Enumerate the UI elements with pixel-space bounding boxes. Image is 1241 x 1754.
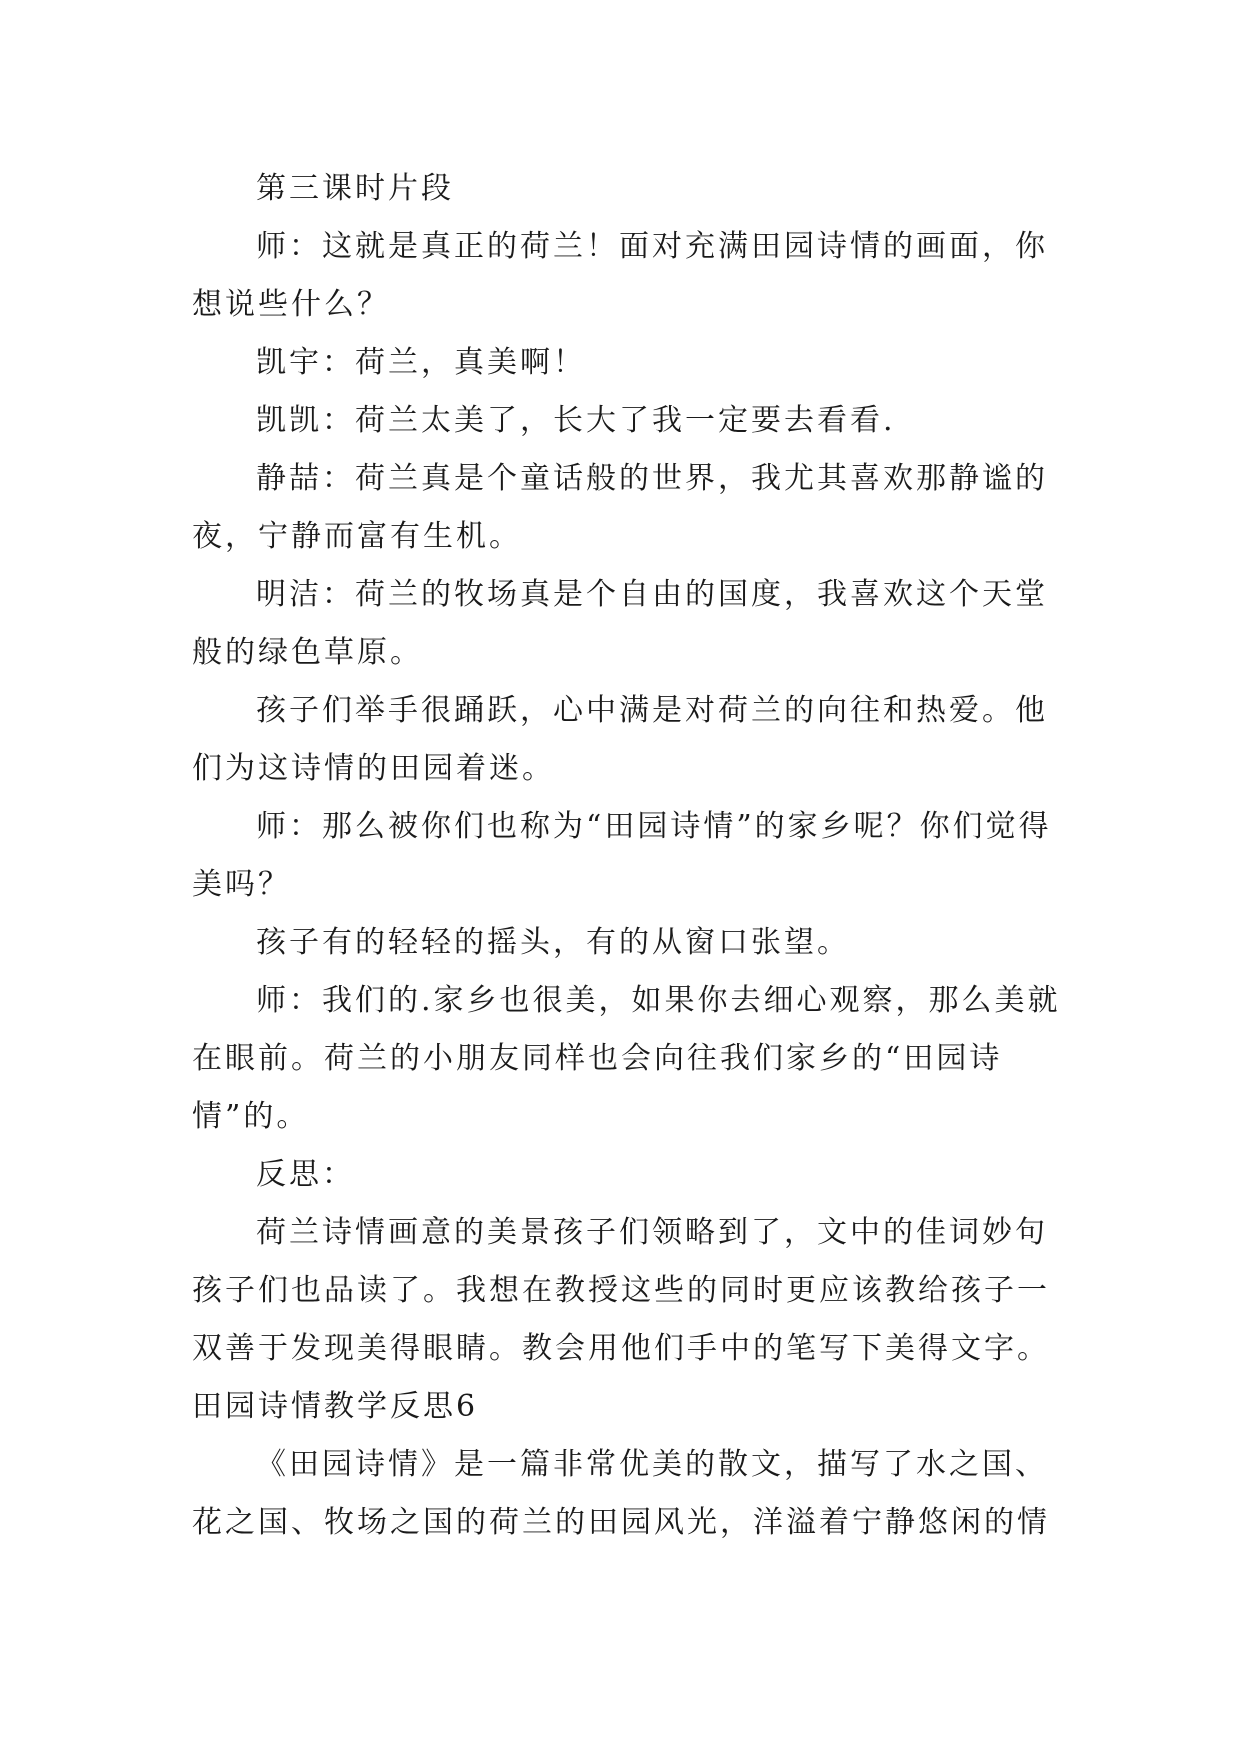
paragraph-reflection-body: 荷兰诗情画意的美景孩子们领略到了，文中的佳词妙句孩子们也品读了。我想在教授这些的同时更应该教给孩子一双善于发现美得眼睛。教会用他们手中的笔写下美得文字。 xyxy=(192,1215,1050,1366)
paragraph-student-jingzhe: 静喆：荷兰真是个童话般的世界，我尤其喜欢那静谧的夜，宁静而富有生机。 xyxy=(192,461,1048,554)
paragraph-reflection-label: 反思： xyxy=(256,1157,355,1192)
paragraph-student-mingjie: 明洁：荷兰的牧场真是个自由的国度，我喜欢这个天堂般的绿色草原。 xyxy=(192,577,1048,670)
paragraph-children-response: 孩子有的轻轻的摇头，有的从窗口张望。 xyxy=(256,925,850,960)
document-body xyxy=(192,160,1062,1552)
paragraph-student-kaikai: 凯凯：荷兰太美了，长大了我一定要去看看. xyxy=(256,403,896,438)
paragraph-essay-intro: 《田园诗情》是一篇非常优美的散文，描写了水之国、花之国、牧场之国的荷兰的田园风光，洋溢着宁静悠闲的情 xyxy=(192,1447,1050,1540)
paragraph-teacher-conclusion: 师：我们的.家乡也很美，如果你去细心观察，那么美就在眼前。荷兰的小朋友同样也会向往我们家乡的“田园诗情”的。 xyxy=(192,983,1061,1134)
paragraph-section-heading: 第三课时片段 xyxy=(256,171,454,206)
paragraph-student-kaiyu: 凯宇：荷兰，真美啊！ xyxy=(256,345,586,380)
paragraph-teacher-question: 师：这就是真正的荷兰！面对充满田园诗情的画面，你想说些什么？ xyxy=(192,229,1048,322)
paragraph-class-reaction: 孩子们举手很踊跃，心中满是对荷兰的向往和热爱。他们为这诗情的田园着迷。 xyxy=(192,693,1048,786)
section-title: 田园诗情教学反思6 xyxy=(192,1389,479,1424)
paragraph-teacher-hometown: 师：那么被你们也称为“田园诗情”的家乡呢？你们觉得美吗？ xyxy=(192,809,1052,902)
